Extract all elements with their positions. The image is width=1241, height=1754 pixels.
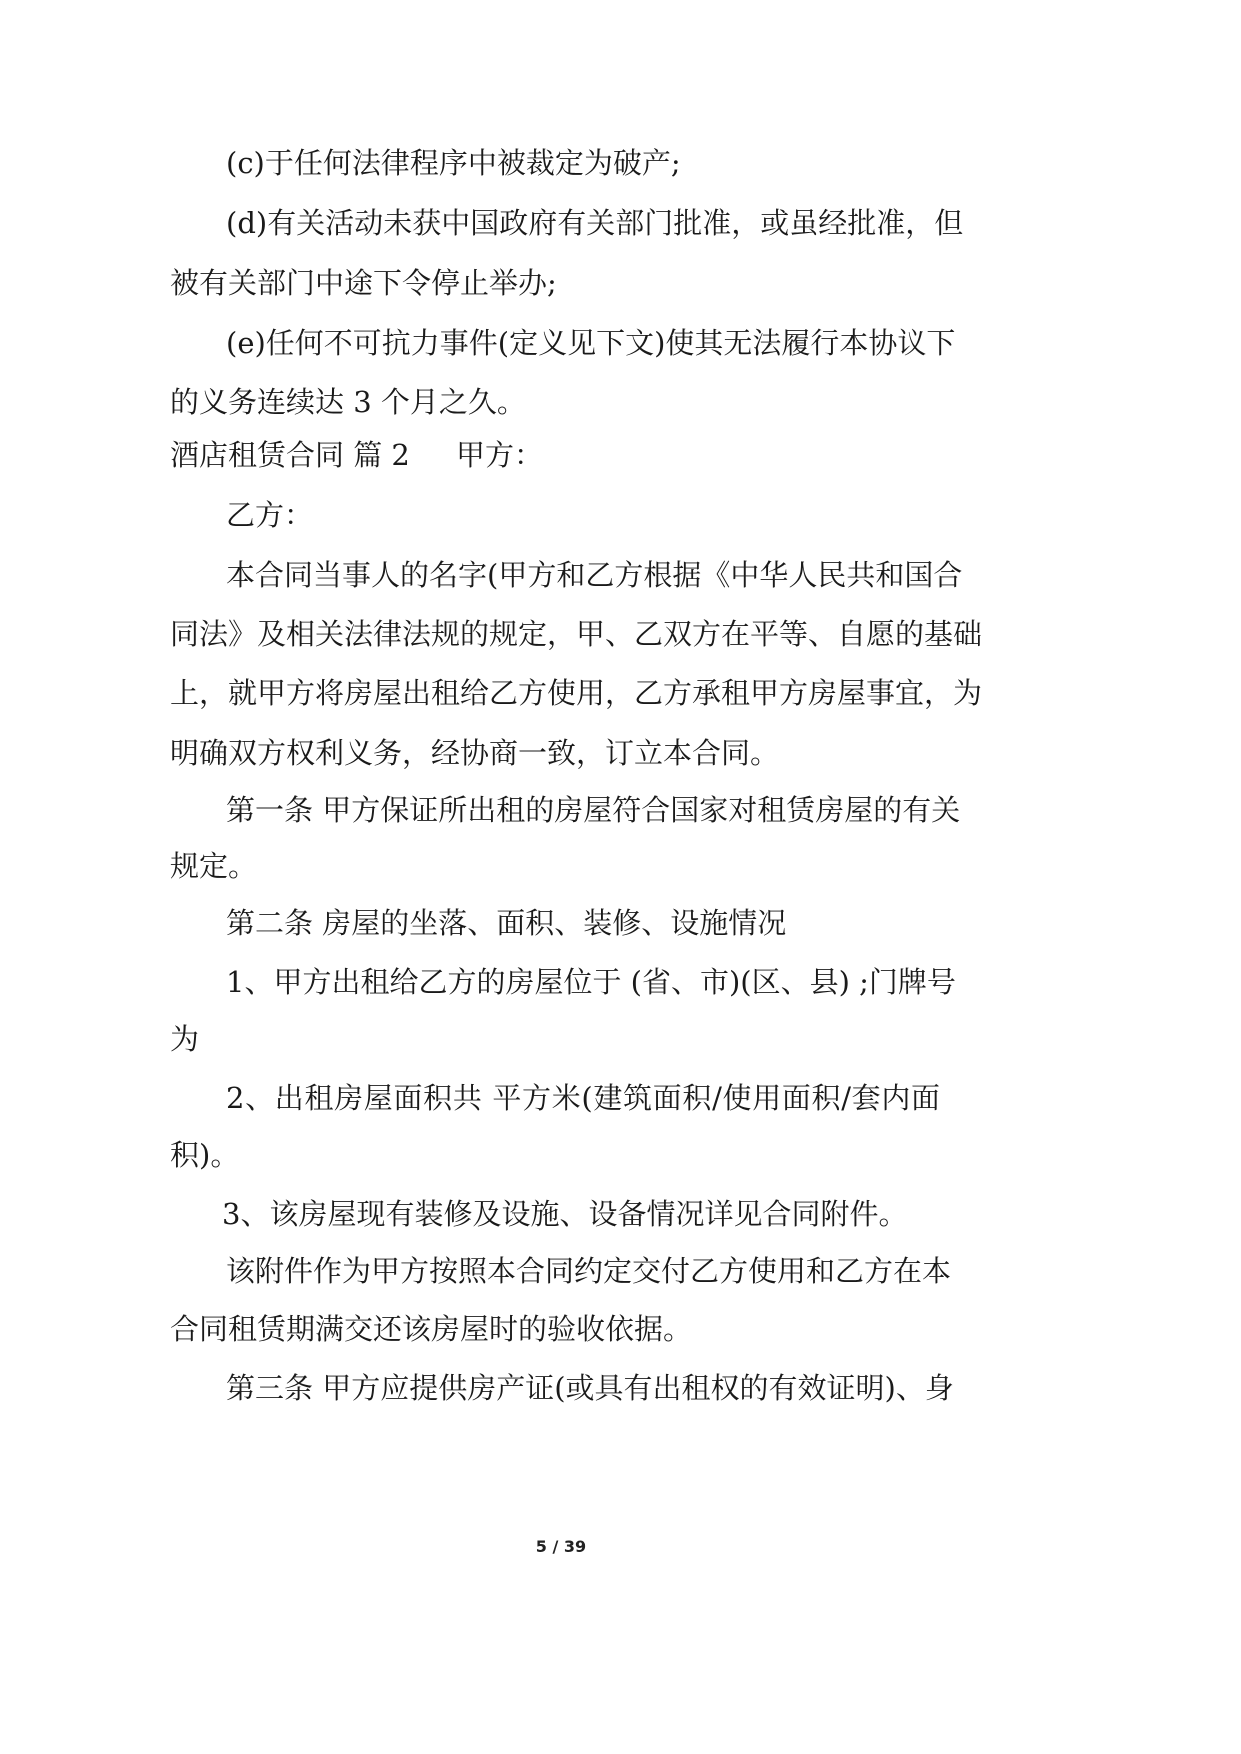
article-1-line-2: 规定。: [170, 849, 258, 883]
clause-c: (c)于任何法律程序中被裁定为破产;: [226, 146, 681, 180]
article-2-item-2-line-2: 积)。: [170, 1138, 240, 1172]
clause-e-line-1: (e)任何不可抗力事件(定义见下文)使其无法履行本协议下: [226, 326, 956, 360]
party-b-label: 乙方：: [226, 498, 314, 532]
article-2-item-2-line-1: 2、出租房屋面积共 平方米(建筑面积/使用面积/套内面: [226, 1081, 940, 1115]
clause-d-line-2: 被有关部门中途下令停止举办;: [170, 266, 557, 300]
preamble-line-3: 上，就甲方将房屋出租给乙方使用，乙方承租甲方房屋事宜，为: [170, 676, 983, 710]
article-2-item-1-line-2: 为: [170, 1022, 200, 1056]
preamble-line-4: 明确双方权利义务，经协商一致，订立本合同。: [170, 736, 780, 770]
article-3-line-1: 第三条 甲方应提供房产证(或具有出租权的有效证明)、身: [226, 1371, 954, 1405]
annex-line-1: 该附件作为甲方按照本合同约定交付乙方使用和乙方在本: [226, 1254, 952, 1288]
clause-d-line-1: (d)有关活动未获中国政府有关部门批准，或虽经批准，但: [226, 206, 964, 240]
article-2-item-3: 3、该房屋现有装修及设施、设备情况详见合同附件。: [222, 1197, 908, 1231]
article-1-line-1: 第一条 甲方保证所出租的房屋符合国家对租赁房屋的有关: [226, 793, 961, 827]
article-2-item-1-line-1: 1、甲方出租给乙方的房屋位于 (省、市)(区、县) ;门牌号: [226, 965, 956, 999]
article-2-heading: 第二条 房屋的坐落、面积、装修、设施情况: [226, 906, 787, 940]
clause-e-line-2: 的义务连续达 3 个月之久。: [170, 385, 526, 419]
annex-line-2: 合同租赁期满交还该房屋时的验收依据。: [170, 1312, 693, 1346]
section-heading: 酒店租赁合同 篇 2 甲方：: [170, 438, 544, 472]
preamble-line-2: 同法》及相关法律法规的规定，甲、乙双方在平等、自愿的基础: [170, 617, 983, 651]
preamble-line-1: 本合同当事人的名字(甲方和乙方根据《中华人民共和国合: [226, 558, 963, 592]
party-a-label: 甲方：: [456, 438, 544, 472]
page-number: 5 / 39: [535, 1537, 587, 1556]
